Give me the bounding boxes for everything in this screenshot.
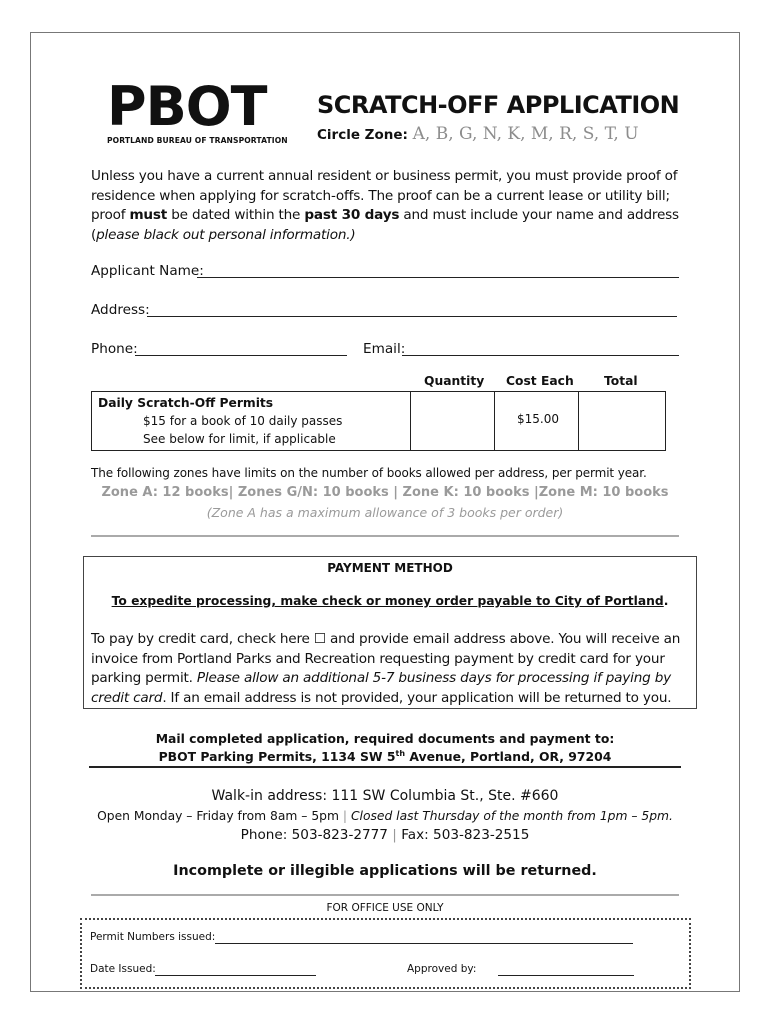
- zone-a-max-note: (Zone A has a maximum allowance of 3 books per order): [206, 505, 564, 520]
- cost-each-header: Cost Each: [506, 374, 574, 388]
- credit-card-text: To pay by credit card, check here: [91, 631, 314, 647]
- expedite-line: [84, 594, 696, 608]
- phone-label: Phone:: [91, 341, 138, 357]
- zone-limits-text: The following zones have limits on the number of books allowed per address, per permit year.: [91, 466, 647, 480]
- zone-letters: A, B, G, N, K, M, R, S, T, U: [412, 124, 639, 144]
- permit-row-price-text: $15 for a book of 10 daily passes: [143, 414, 343, 428]
- hours-text: Open Monday – Friday from 8am – 5pm: [97, 809, 339, 823]
- closed-note: Closed last Thursday of the month from 1pm – 5pm.: [350, 809, 673, 823]
- logo-subtitle: PORTLAND BUREAU OF TRANSPORTATION: [107, 136, 288, 145]
- logo-main: PBOT: [107, 75, 267, 138]
- quantity-header: Quantity: [424, 374, 485, 388]
- expedite-period: .: [663, 594, 669, 608]
- office-use-heading: FOR OFFICE USE ONLY: [326, 902, 444, 914]
- date-issued-field[interactable]: [155, 975, 316, 976]
- mail-address: [0, 749, 770, 764]
- circle-zone-label: Circle Zone:: [317, 127, 408, 143]
- address-label: Address:: [91, 302, 150, 318]
- office-use-box: [80, 918, 691, 989]
- mail-address-text: Avenue, Portland, OR, 97204: [405, 749, 612, 765]
- divider: [89, 766, 681, 768]
- address-field[interactable]: [147, 316, 677, 317]
- payment-heading: PAYMENT METHOD: [327, 561, 453, 575]
- email-label: Email:: [363, 341, 406, 357]
- mail-address-text: PBOT Parking Permits, 1134 SW 5: [158, 749, 396, 765]
- phone-number: Phone: 503-823-2777: [240, 827, 388, 843]
- processing-note: Please allow an additional 5-7 business days for processing if paying by credit card: [91, 670, 671, 706]
- applicant-name-label: Applicant Name:: [91, 263, 204, 279]
- circle-zone-line: [317, 124, 639, 144]
- walk-in-address: Walk-in address: 111 SW Columbia St., Ste. #660: [211, 788, 559, 804]
- total-header: Total: [604, 374, 638, 388]
- office-hours: [0, 809, 770, 823]
- credit-card-paragraph: [91, 630, 687, 708]
- intro-text: and must include your name and address (: [91, 207, 679, 243]
- contact-line: [0, 827, 770, 843]
- zone-limits-list: Zone A: 12 books| Zones G/N: 10 books | Zone K: 10 books |Zone M: 10 books: [101, 485, 669, 500]
- divider: [91, 894, 679, 896]
- phone-field[interactable]: [135, 355, 347, 356]
- approved-by-label: Approved by:: [407, 963, 477, 975]
- applicant-name-field[interactable]: [197, 277, 679, 278]
- credit-card-text: . If an email address is not provided, your application will be returned to you.: [162, 689, 672, 706]
- mail-instructions: Mail completed application, required documents and payment to:: [155, 731, 615, 746]
- permit-numbers-label: Permit Numbers issued:: [90, 931, 216, 943]
- intro-past-30-days: past 30 days: [304, 207, 400, 223]
- email-field[interactable]: [402, 355, 679, 356]
- intro-italic: please black out personal information.): [96, 226, 356, 243]
- divider: [91, 535, 679, 537]
- cost-each-value: $15.00: [517, 412, 559, 426]
- permit-row-limit-text: See below for limit, if applicable: [143, 432, 336, 446]
- intro-must: must: [129, 207, 168, 223]
- permit-numbers-field[interactable]: [215, 943, 633, 944]
- date-issued-label: Date Issued:: [90, 963, 156, 975]
- fax-number: Fax: 503-823-2515: [401, 827, 530, 843]
- separator: |: [342, 809, 348, 823]
- total-cell[interactable]: [578, 392, 666, 450]
- mail-address-sup: th: [395, 749, 406, 758]
- intro-text: Unless you have a current annual resident or business permit, you must provide proof of residence when applying for scratch-offs. The proof can be a current lease or utility bill; proof: [91, 168, 678, 223]
- cost-each-cell: [494, 392, 579, 450]
- credit-card-checkbox[interactable]: ☐: [313, 631, 326, 647]
- form-title: SCRATCH-OFF APPLICATION: [317, 91, 680, 119]
- separator: |: [392, 827, 397, 843]
- intro-paragraph: [91, 167, 691, 245]
- intro-text: be dated within the: [167, 207, 305, 223]
- approved-by-field[interactable]: [498, 975, 634, 976]
- warning-text: Incomplete or illegible applications will be returned.: [173, 863, 597, 879]
- permit-row-title: Daily Scratch-Off Permits: [98, 396, 274, 410]
- expedite-text: To expedite processing, make check or money order payable to City of Portland: [111, 594, 664, 608]
- quantity-cell[interactable]: [410, 392, 495, 450]
- permit-table: [91, 391, 666, 451]
- credit-card-text: and provide email address above. You will receive an invoice from Portland Parks and Recreation requesting payment by credit card for your parking permit.: [91, 631, 681, 686]
- pbot-logo: [107, 75, 288, 145]
